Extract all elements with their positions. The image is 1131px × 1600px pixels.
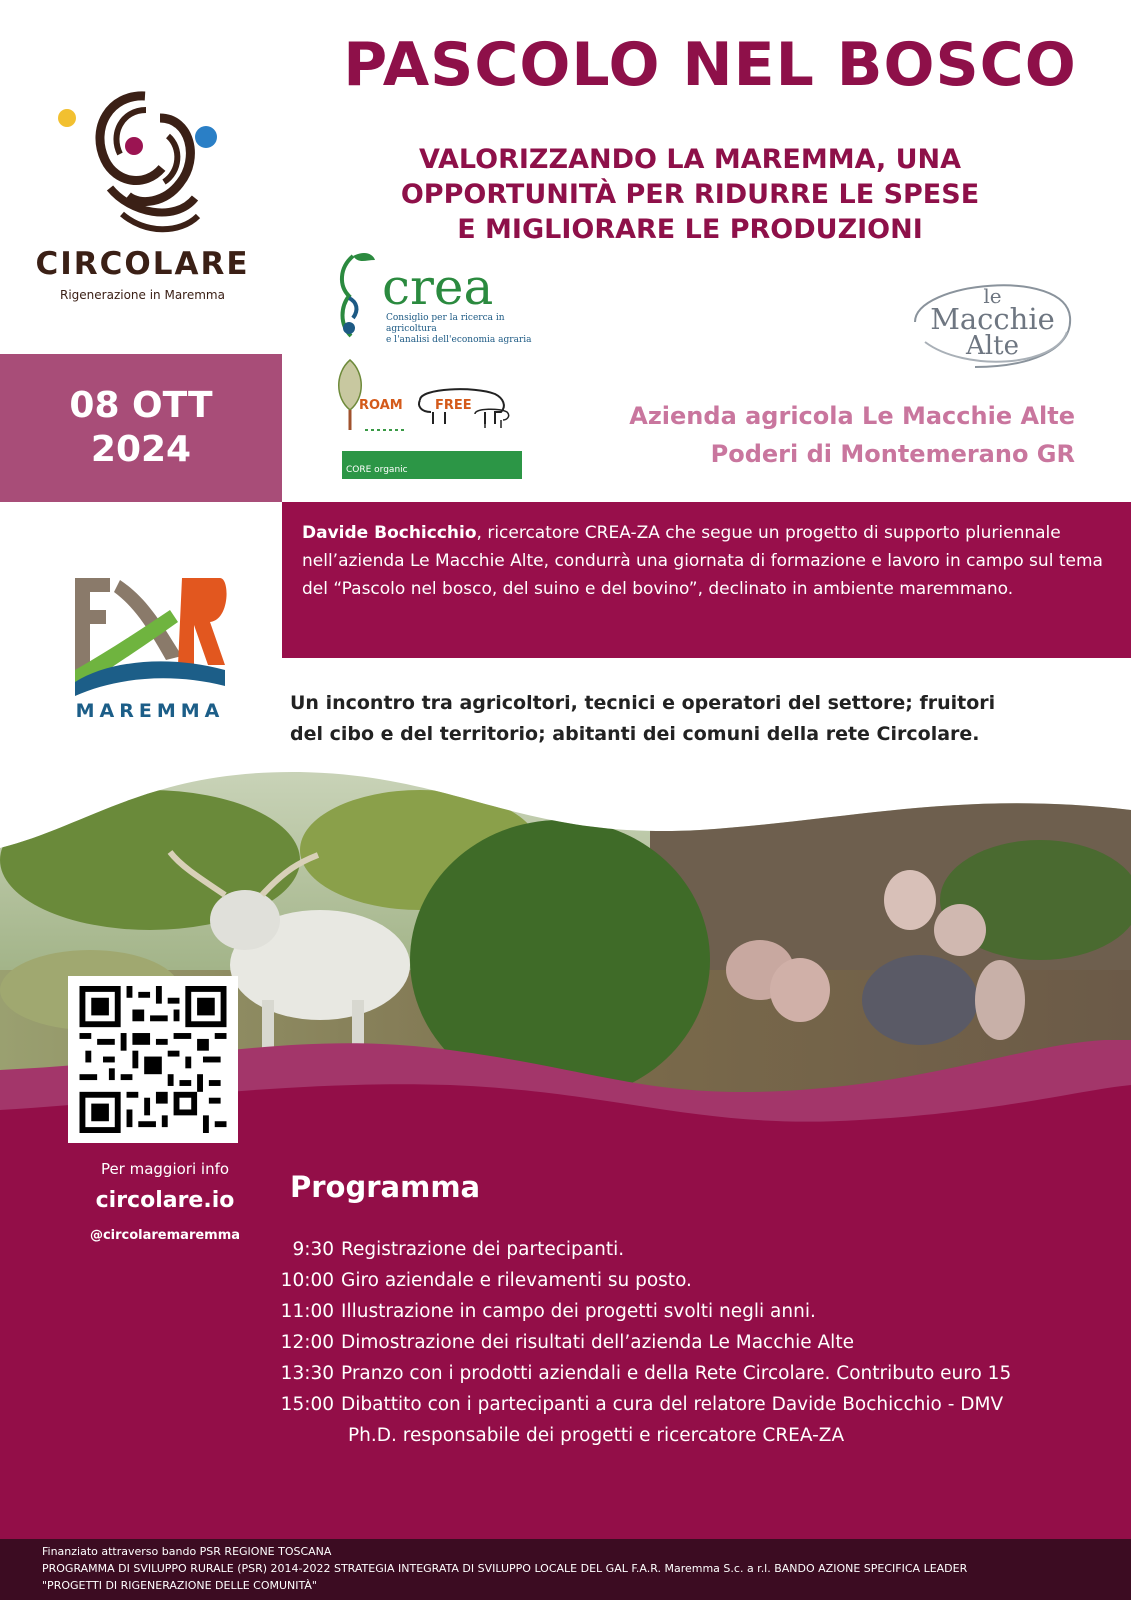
date-box bbox=[0, 354, 282, 502]
program-activity: Dibattito con i partecipanti a cura del relatore Davide Bochicchio - DMV bbox=[341, 1394, 1004, 1415]
core-organic-text: CORE organic bbox=[346, 465, 408, 475]
far-maremma-name: MAREMMA bbox=[75, 700, 225, 722]
macchie-alte: Alte bbox=[966, 331, 1019, 361]
crea-subtitle bbox=[386, 313, 556, 346]
event-date-year: 2024 bbox=[90, 429, 192, 470]
free-word: FREE bbox=[435, 398, 472, 413]
macchie-le: le bbox=[983, 284, 1002, 308]
venue-farm: Azienda agricola Le Macchie Alte bbox=[629, 402, 1075, 430]
funding-note bbox=[42, 1543, 967, 1594]
crea-subtitle-line: Consiglio per la ricerca in agricoltura bbox=[386, 313, 505, 334]
circolare-tagline: Rigenerazione in Maremma bbox=[60, 288, 225, 302]
qr-code[interactable] bbox=[68, 976, 238, 1143]
subtitle bbox=[330, 142, 1050, 247]
program-time: 13:30 bbox=[280, 1363, 334, 1384]
subtitle-line: VALORIZZANDO LA MAREMMA, UNA bbox=[418, 144, 962, 175]
venue bbox=[520, 397, 1075, 473]
roamfree-logo bbox=[335, 358, 525, 438]
program-activity: Registrazione dei partecipanti. bbox=[341, 1239, 625, 1260]
macchie-macchie: Macchie bbox=[930, 302, 1055, 336]
event-date bbox=[0, 384, 282, 472]
roam-word: ROAM bbox=[359, 398, 403, 413]
website-link[interactable]: circolare.io bbox=[95, 1188, 235, 1213]
program-item bbox=[268, 1358, 1118, 1389]
program-item bbox=[268, 1234, 1118, 1265]
crea-wordmark: crea bbox=[382, 258, 494, 316]
program-time: 11:00 bbox=[280, 1301, 334, 1322]
core-organic-logo bbox=[342, 451, 522, 479]
program-time: 9:30 bbox=[292, 1239, 334, 1260]
meeting-line: del cibo e del territorio; abitanti dei comuni della rete Circolare. bbox=[290, 723, 980, 745]
description-text bbox=[302, 519, 1112, 603]
macchie-alte-logo bbox=[905, 272, 1080, 377]
program-time: 12:00 bbox=[280, 1332, 334, 1353]
funding-line: "PROGETTI DI RIGENERAZIONE DELLE COMUNITÀ" bbox=[42, 1579, 317, 1592]
speaker-name: Davide Bochicchio bbox=[302, 523, 477, 543]
footer bbox=[0, 1539, 1131, 1600]
program-item bbox=[268, 1296, 1118, 1327]
circolare-logo-icon bbox=[50, 88, 260, 248]
social-handle[interactable]: @circolaremaremma bbox=[89, 1228, 241, 1243]
program-time: 10:00 bbox=[280, 1270, 334, 1291]
description-box bbox=[282, 502, 1131, 658]
funding-line: Finanziato attraverso bando PSR REGIONE TOSCANA bbox=[42, 1545, 332, 1558]
program-activity: Dimostrazione dei risultati dell’azienda Le Macchie Alte bbox=[341, 1332, 854, 1353]
program-item bbox=[268, 1265, 1118, 1296]
circolare-name: CIRCOLARE bbox=[35, 246, 250, 282]
program-activity: Giro aziendale e rilevamenti su posto. bbox=[341, 1270, 692, 1291]
subtitle-line: OPPORTUNITÀ PER RIDURRE LE SPESE bbox=[400, 179, 980, 210]
program-activity: Pranzo con i prodotti aziendali e della Rete Circolare. Contributo euro 15 bbox=[341, 1363, 1012, 1384]
far-maremma-logo-icon bbox=[70, 570, 230, 700]
program-item-continuation: Ph.D. responsabile dei progetti e ricercatore CREA-ZA bbox=[348, 1425, 845, 1446]
description-body: , ricercatore CREA-ZA che segue un progetto di supporto pluriennale nell’azienda Le Macchie Alte, condurrà una giornata di formazione e lavoro in campo sul tema del “Pascolo nel bosco, del suino e del bovino”, declinato in ambiente maremmano. bbox=[302, 523, 1103, 599]
crea-subtitle-line: e l'analisi dell'economia agraria bbox=[386, 335, 532, 345]
program-activity: Illustrazione in campo dei progetti svolti negli anni. bbox=[341, 1301, 816, 1322]
page-title: PASCOLO NEL BOSCO bbox=[343, 30, 1077, 100]
subtitle-line: E MIGLIORARE LE PRODUZIONI bbox=[457, 214, 923, 245]
venue-location: Poderi di Montemerano GR bbox=[710, 440, 1075, 468]
program-time: 15:00 bbox=[280, 1394, 334, 1415]
program-list bbox=[268, 1234, 1118, 1451]
program-item bbox=[268, 1389, 1118, 1420]
meeting-line: Un incontro tra agricoltori, tecnici e operatori del settore; fruitori bbox=[290, 692, 996, 714]
more-info-label: Per maggiori info bbox=[100, 1160, 230, 1178]
qr-code-icon bbox=[78, 986, 228, 1133]
program-item bbox=[268, 1327, 1118, 1358]
meeting-description bbox=[290, 688, 1120, 750]
event-date-day: 08 OTT bbox=[69, 385, 213, 426]
funding-line: PROGRAMMA DI SVILUPPO RURALE (PSR) 2014-2022 STRATEGIA INTEGRATA DI SVILUPPO LOCALE DEL GAL F.A.R. Maremma S.c. a r.l. BANDO AZIONE SPECIFICA LEADER bbox=[42, 1562, 968, 1575]
program-title: Programma bbox=[290, 1170, 481, 1204]
